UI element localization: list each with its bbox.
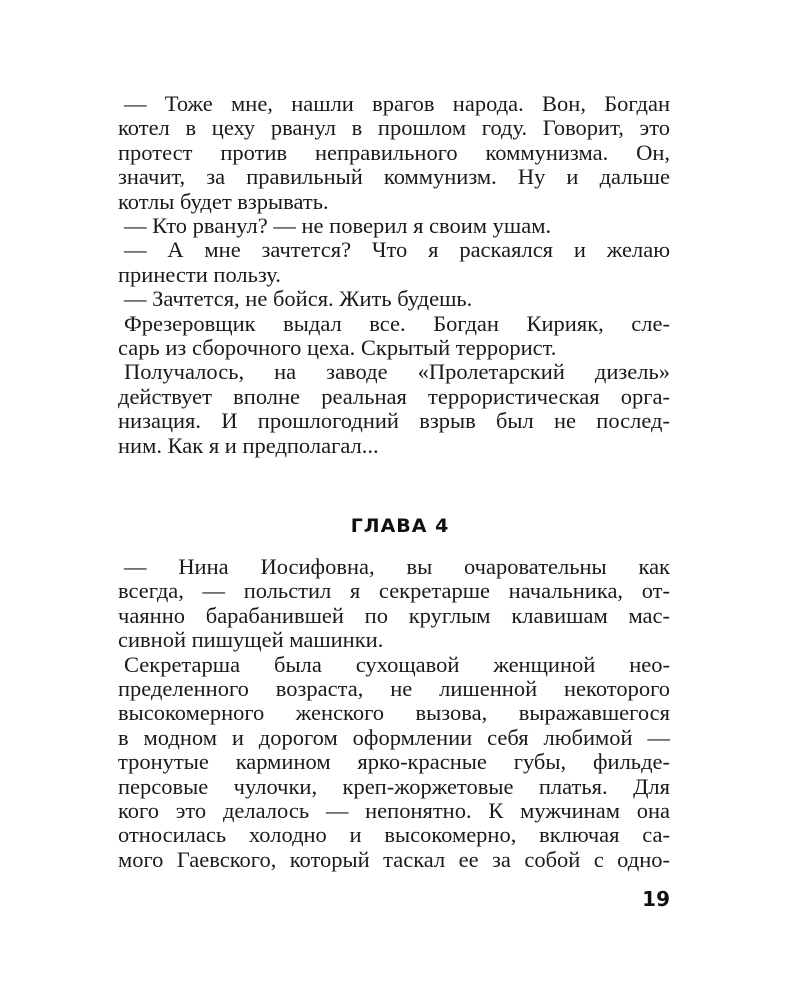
text-line: низация. И прошлогодний взрыв был не послед- (118, 408, 670, 434)
text-line: в модном и дорогом оформлении себя любимой — (118, 724, 670, 750)
text-line: персовые чулочки, креп-жоржетовые платья. Для (118, 773, 670, 799)
page-number: 19 (642, 887, 670, 911)
text-line: пределенного возраста, не лишенной некоторого (118, 676, 670, 702)
text-line: действует вполне реальная террористическая орга- (118, 383, 670, 409)
text-line: ним. Как я и предполагал... (118, 432, 379, 458)
text-line: котел в цеху рванул в прошлом году. Говорит, это (118, 115, 670, 141)
text-line: — Нина Иосифовна, вы очаровательны как (124, 554, 670, 579)
text-line: сарь из сборочного цеха. Скрытый террорист. (118, 335, 557, 361)
text-line: протест против неправильного коммунизма. Он, (118, 139, 670, 165)
text-line: относилась холодно и высокомерно, включая са- (118, 822, 670, 848)
text-line: значит, за правильный коммунизм. Ну и дальше (118, 164, 670, 190)
text-line: котлы будет взрывать. (118, 188, 329, 214)
text-line: Получалось, на заводе «Пролетарский дизель» (124, 359, 670, 385)
text-line: мого Гаевского, который таскал ее за собой с одно- (118, 846, 670, 872)
text-line: — Тоже мне, нашли врагов народа. Вон, Богдан (124, 91, 670, 116)
text-line: сивной пишущей машинки. (118, 627, 384, 653)
text-line: — Кто рванул? — не поверил я своим ушам. (124, 213, 552, 239)
text-line: — Зачтется, не бойся. Жить будешь. (124, 286, 473, 312)
text-block-2 (118, 555, 670, 872)
text-line: Секретарша была сухощавой женщиной нео- (124, 651, 670, 677)
text-line: всегда, — польстил я секретарше начальника, от- (118, 578, 670, 604)
text-line: — А мне зачтется? Что я раскаялся и желаю (124, 237, 670, 263)
text-line: Фрезеровщик выдал все. Богдан Кирияк, сле- (124, 310, 670, 336)
text-block-1 (118, 92, 670, 458)
text-line: принести пользу. (118, 261, 281, 287)
text-line: кого это делалось — непонятно. К мужчинам она (118, 798, 670, 824)
chapter-heading: ГЛАВА 4 (350, 515, 450, 537)
text-line: чаянно барабанившей по круглым клавишам мас- (118, 602, 670, 628)
text-line: высокомерного женского вызова, выражавшегося (118, 700, 670, 726)
text-line: тронутые кармином ярко-красные губы, фильде- (118, 749, 670, 775)
